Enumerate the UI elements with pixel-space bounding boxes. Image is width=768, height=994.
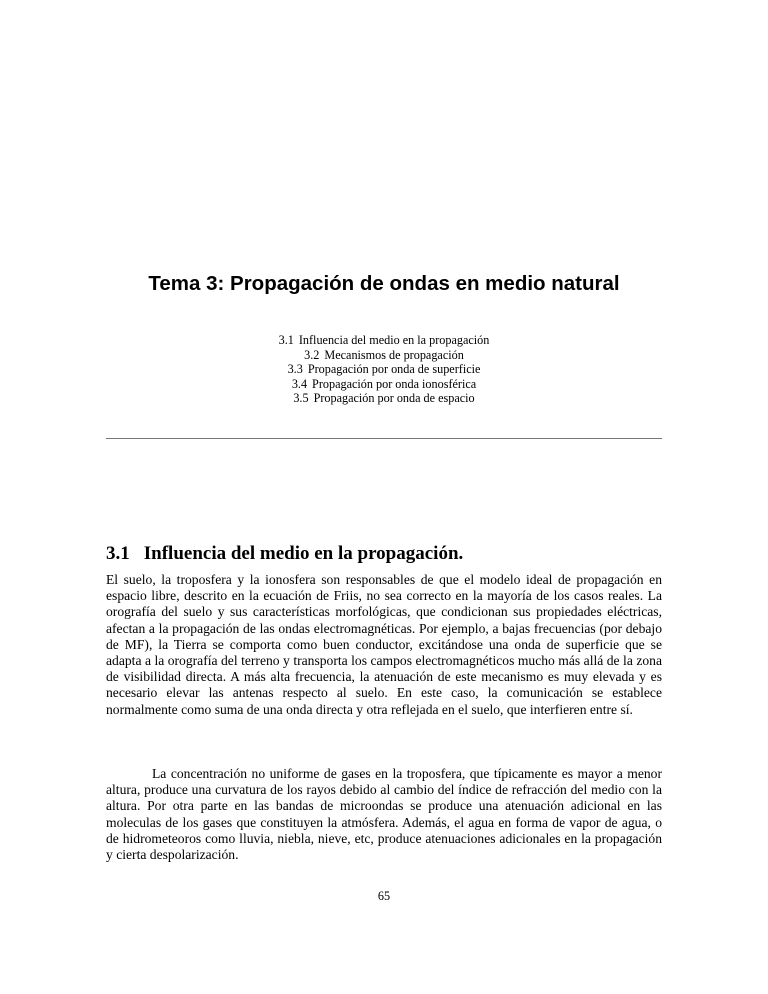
toc-item	[0, 348, 768, 363]
section-heading	[106, 543, 463, 565]
toc-item-title: Propagación por onda de superficie	[307, 362, 481, 377]
horizontal-divider	[106, 438, 662, 439]
chapter-title: Tema 3: Propagación de ondas en medio natural	[148, 272, 620, 295]
toc-item-title: Propagación por onda ionosférica	[312, 376, 477, 391]
toc-item-number: 3.3	[287, 362, 303, 377]
toc-item-number: 3.2	[304, 347, 320, 362]
toc-item-title: Influencia del medio en la propagación	[298, 333, 490, 347]
section-number: 3.1	[106, 543, 130, 564]
toc-item-number: 3.5	[293, 391, 309, 406]
toc-item	[0, 333, 768, 348]
section-title: Influencia del medio en la propagación.	[143, 543, 464, 564]
body-paragraph: El suelo, la troposfera y la ionosfera son responsables de que el modelo ideal de propagación en espacio libre, descrito en la ecuación de Friis, no sea correcto en la mayoría de los casos reales. La orografía del suelo y sus características morfológicas, que condicionan sus propiedades eléctricas, afectan a la propagación de las ondas electromagnéticas. Por ejemplo, a bajas frecuencias (por debajo de MF), la Tierra se comporta como buen conductor, excitándose una onda de superficie que se adapta a la orografía del terreno y transporta los campos electromagnéticos mucho más allá de la zona de visibilidad directa. A más alta frecuencia, la atenuación de este mecanismo es muy elevada y es necesario elevar las antenas respecto al suelo. En este caso, la comunicación se establece normalmente como suma de una onda directa y otra reflejada en el suelo, que interfieren entre sí.	[106, 572, 662, 717]
toc-item	[0, 362, 768, 377]
toc-item-number: 3.1	[278, 333, 294, 347]
page-number: 65	[377, 889, 391, 903]
table-of-contents	[0, 333, 768, 406]
toc-item-number: 3.4	[291, 376, 308, 391]
toc-item	[0, 391, 768, 406]
body-paragraph: La concentración no uniforme de gases en la troposfera, que típicamente es mayor a menor altura, produce una curvatura de los rayos debido al cambio del índice de refracción del medio con la altura. Por otra parte en las bandas de microondas se produce una atenuación adicional en las moleculas de los gases que constituyen la atmósfera. Además, el agua en forma de vapor de agua, o de hidrometeoros como lluvia, niebla, nieve, etc, produce atenuaciones adicionales en la propagación y cierta despolarización.	[106, 766, 662, 863]
toc-item-title: Propagación por onda de espacio	[313, 391, 475, 406]
toc-item-title: Mecanismos de propagación	[324, 347, 464, 362]
toc-item	[0, 377, 768, 392]
